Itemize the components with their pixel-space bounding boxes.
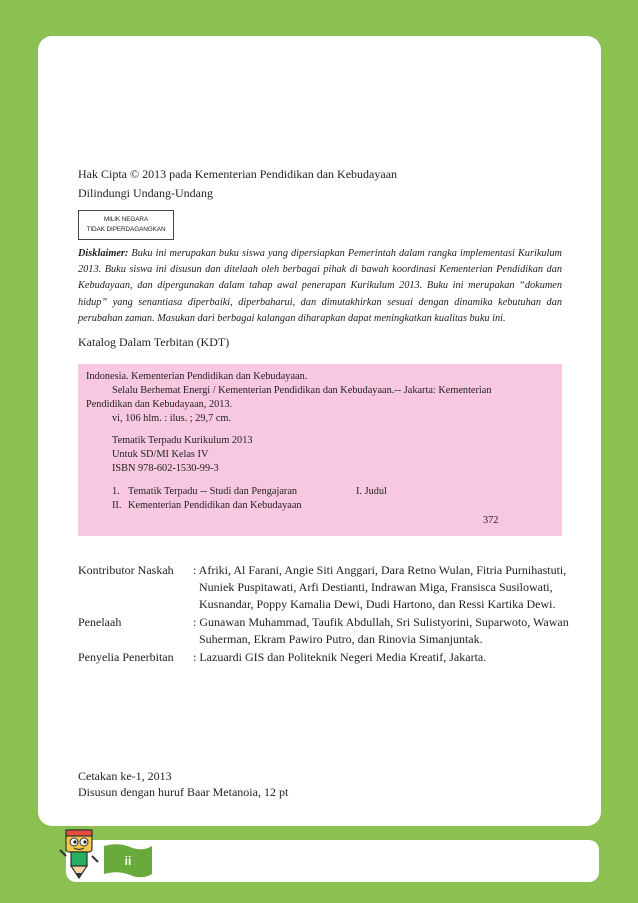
contributor-value-3: Kusnandar, Poppy Kamalia Dewi, Dudi Hartono, dan Ressi Kartika Dewi. (199, 597, 556, 611)
kdt-line-4: vi, 106 hlm. : ilus. ; 29,7 cm. (112, 413, 231, 424)
disclaimer-label: Disklaimer: (78, 248, 129, 259)
contributor-label: Kontributor Naskah (78, 563, 174, 577)
not-for-sale-stamp (78, 210, 174, 240)
kdt-item-1-number: 1. (112, 486, 120, 497)
reviewer-value-2: Suherman, Ekram Pawiro Putro, dan Rinovia Simanjuntak. (199, 632, 483, 646)
copyright-line: Hak Cipta © 2013 pada Kementerian Pendidikan dan Kebudayaan (78, 167, 398, 181)
protection-line: Dilindungi Undang-Undang (78, 186, 213, 200)
disclaimer (78, 246, 562, 327)
typeface-line: Disusun dengan huruf Baar Metanoia, 12 pt (78, 785, 289, 799)
disclaimer-text: Buku ini merupakan buku siswa yang dipersiapkan Pemerintah dalam rangka implementasi Kurikulum 2013. Buku siswa ini disusun dan ditelaah oleh berbagai pihak di bawah koordinasi Kementerian Pendidikan dan Kebudayaan, dan dipergunakan dalam tahap awal penerapan Kurikulum 2013. Buku ini merupakan “dokumen hidup” yang senantiasa diperbaiki, diperbaharui, dan dimutakhirkan sesuai dengan dinamika kebutuhan dan perubahan zaman. Masukan dari berbagai kalangan diharapkan dapat meningkatkan kualitas buku ini. (78, 248, 562, 324)
kdt-line-5: Tematik Terpadu Kurikulum 2013 (112, 435, 253, 446)
pencil-mascot-icon (58, 826, 100, 882)
kdt-item-2-text: Kementerian Pendidikan dan Kebudayaan (128, 500, 302, 511)
kdt-class-number: 372 (483, 515, 499, 526)
kdt-heading: Katalog Dalam Terbitan (KDT) (78, 335, 230, 349)
contributor-value-1: : Afriki, Al Farani, Angie Siti Anggari, Dara Retno Wulan, Fitria Purnihastuti, (193, 563, 567, 577)
publisher-supervisor-label: Penyelia Penerbitan (78, 650, 174, 664)
publisher-supervisor-value: : Lazuardi GIS dan Politeknik Negeri Media Kreatif, Jakarta. (193, 650, 487, 664)
kdt-line-7: ISBN 978-602-1530-99-3 (112, 463, 219, 474)
kdt-line-1: Indonesia. Kementerian Pendidikan dan Kebudayaan. (86, 371, 308, 382)
kdt-line-6: Untuk SD/MI Kelas IV (112, 449, 209, 460)
reviewer-value-1: : Gunawan Muhammad, Taufik Abdullah, Sri Sulistyorini, Suparwoto, Wawan (193, 615, 569, 629)
stamp-line-1: MILIK NEGARA (103, 216, 149, 223)
edition-line: Cetakan ke-1, 2013 (78, 769, 172, 783)
stamp-line-2: TIDAK DIPERDAGANGKAN (86, 226, 166, 233)
kdt-line-2: Selalu Berhemat Energi / Kementerian Pendidikan dan Kebudayaan.-- Jakarta: Kementerian (112, 385, 492, 396)
kdt-line-3: Pendidikan dan Kebudayaan, 2013. (86, 399, 233, 410)
page-number: ii (124, 854, 132, 868)
kdt-item-1-text: Tematik Terpadu -- Studi dan Pengajaran (128, 486, 298, 497)
reviewer-label: Penelaah (78, 615, 122, 629)
page-number-flag (100, 840, 156, 880)
kdt-item-1-right: I. Judul (356, 486, 387, 497)
kdt-item-2-number: II. (112, 500, 122, 511)
contributor-value-2: Nuniek Puspitawati, Arfi Destianti, Indrawan Miga, Fransisca Susilowati, (199, 580, 553, 594)
